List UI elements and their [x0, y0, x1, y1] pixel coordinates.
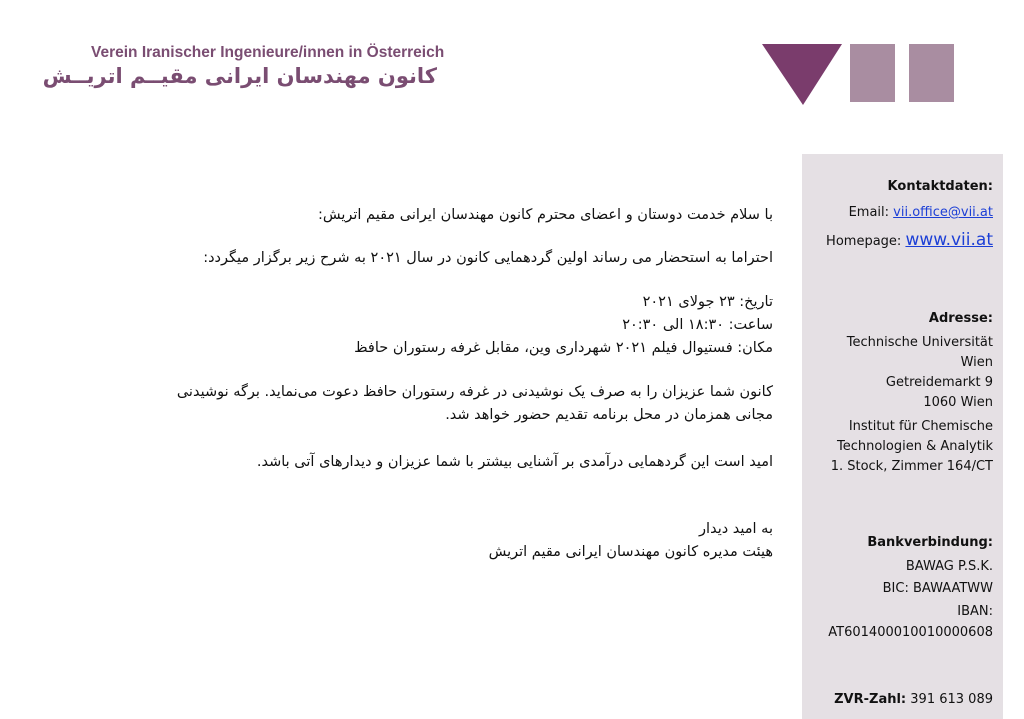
logo-square-right	[909, 44, 954, 102]
zvr-value: 391 613 089	[910, 692, 993, 707]
logo-square-left	[850, 44, 895, 102]
invite-line-1: کانون شما عزیزان را به صرف یک نوشیدنی در غرفه رستوران حافظ دعوت می‌نماید. برگه نوشیدنی	[176, 384, 773, 400]
address-line: Wien	[960, 355, 993, 370]
email-label: Email:	[848, 205, 890, 220]
bank-line: BAWAG P.S.K.	[905, 559, 993, 574]
event-date: تاریخ: ۲۳ جولای ۲۰۲۱	[642, 294, 773, 310]
event-time: ساعت: ۱۸:۳۰ الی ۲۰:۳۰	[622, 317, 773, 333]
bank-heading: Bankverbindung:	[867, 535, 993, 550]
contact-heading: Kontaktdaten:	[887, 179, 993, 194]
bank-line: BIC: BAWAATWW	[882, 581, 993, 596]
zvr-row	[834, 692, 993, 707]
email-link[interactable]: vii.office@vii.at	[893, 205, 993, 220]
address-line: Getreidemarkt 9	[885, 375, 993, 390]
logo-triangle-icon	[762, 44, 842, 106]
event-place: مکان: فستیوال فیلم ۲۰۲۱ شهرداری وین، مقابل غرفه رستوران حافظ	[354, 340, 773, 356]
letter-intro: احتراما به استحضار می رساند اولین گردهمایی کانون در سال ۲۰۲۱ به شرح زیر برگزار میگردد:	[203, 250, 773, 266]
signature-line: هیئت مدیره کانون مهندسان ایرانی مقیم اتریش	[488, 544, 773, 560]
homepage-link[interactable]: www.vii.at	[905, 230, 993, 250]
bank-line: AT601400010010000608	[828, 625, 993, 640]
invite-line-2: مجانی همزمان در محل برنامه تقدیم حضور خواهد شد.	[445, 407, 773, 423]
address-line: Technologien & Analytik	[836, 439, 993, 454]
email-row	[849, 205, 993, 220]
address-line: 1. Stock, Zimmer 164/CT	[830, 459, 993, 474]
zvr-label: ZVR-Zahl:	[834, 692, 907, 707]
address-line: 1060 Wien	[923, 395, 993, 410]
homepage-row	[826, 230, 993, 250]
address-line: Institut für Chemische	[848, 419, 993, 434]
contact-sidebar	[802, 154, 1003, 719]
bank-line: IBAN:	[957, 604, 993, 619]
address-heading: Adresse:	[928, 311, 993, 326]
closing-line: به امید دیدار	[699, 521, 773, 537]
org-name-persian: کانون مهندسان ایرانی مقیــم اتریــش	[42, 64, 437, 88]
homepage-label: Homepage:	[826, 234, 902, 249]
hope-line: امید است این گردهمایی درآمدی بر آشنایی بیشتر با شما عزیزان و دیدارهای آتی باشد.	[256, 454, 773, 470]
address-line: Technische Universität	[846, 335, 993, 350]
logo-triangle-shape	[762, 44, 842, 105]
letter-greeting: با سلام خدمت دوستان و اعضای محترم کانون مهندسان ایرانی مقیم اتریش:	[317, 207, 773, 223]
org-name-german: Verein Iranischer Ingenieure/innen in Österreich	[91, 44, 445, 61]
